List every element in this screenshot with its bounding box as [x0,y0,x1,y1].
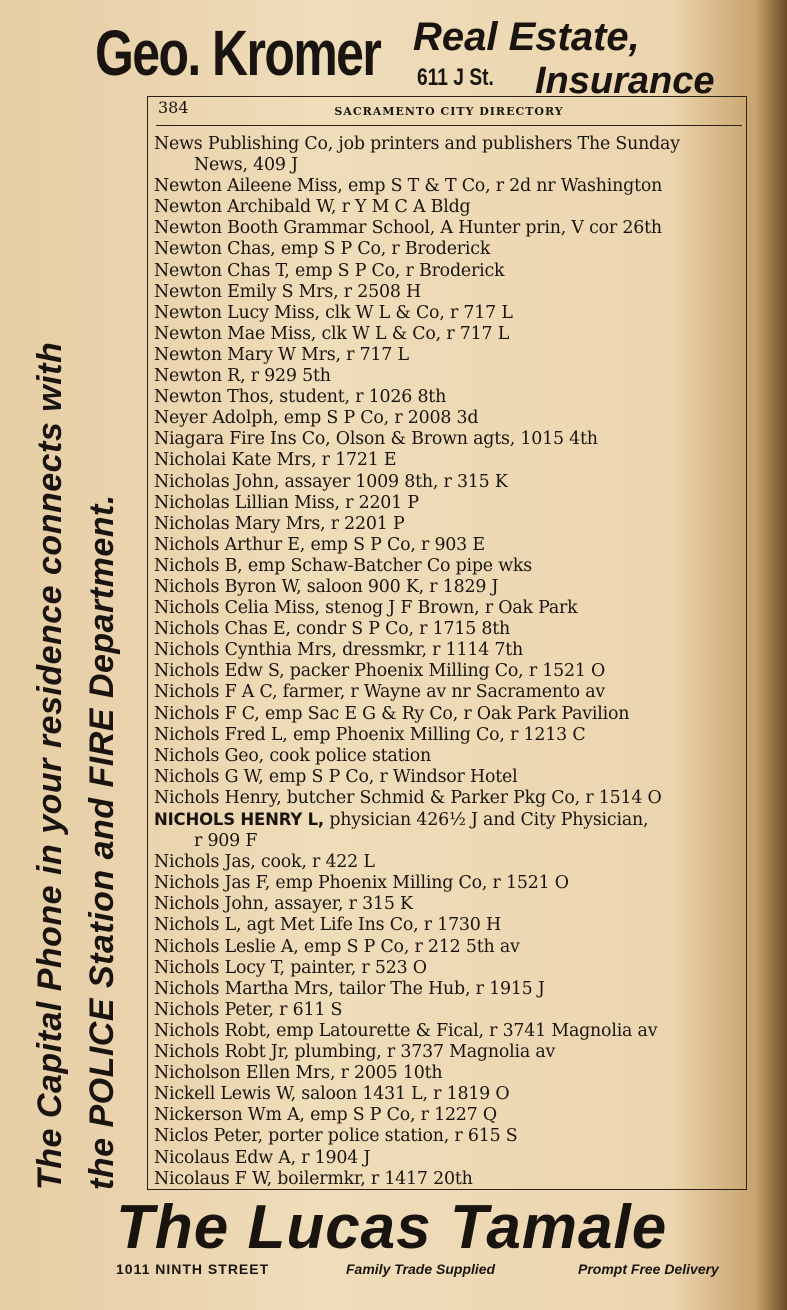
entry-text: Newton Lucy Miss, clk W L & Co, r 717 L [154,302,513,323]
entry-bold-name: NICHOLS HENRY L, [154,810,325,829]
directory-entry [154,809,746,852]
directory-header [156,99,742,126]
directory-entry [154,408,746,429]
entry-text: Nickerson Wm A, emp S P Co, r 1227 Q [154,1105,497,1126]
directory-entry [154,979,746,1000]
directory-entry [154,535,746,556]
entry-text: Nicholson Ellen Mrs, r 2005 10th [154,1063,443,1084]
directory-entry [154,767,746,788]
side-ad-line-1: The Capital Phone in your residence connects with [31,341,69,1190]
lucas-tagline-delivery: Prompt Free Delivery [578,1261,719,1277]
entry-text: Nichols Robt, emp Latourette & Fical, r 3741 Magnolia av [154,1020,658,1041]
entry-text: News Publishing Co, job printers and publishers The Sunday [154,134,680,154]
entry-text: Newton Mary W Mrs, r 717 L [154,344,409,365]
directory-entry [154,282,746,303]
entry-text: Nichols Locy T, painter, r 523 O [154,957,427,978]
directory-entry [154,1042,746,1063]
directory-entry [154,915,746,936]
directory-entry [154,661,746,682]
entry-text: Nichols Leslie A, emp S P Co, r 212 5th av [154,936,520,957]
directory-entry [154,176,746,197]
entry-text: Nichols L, agt Met Life Ins Co, r 1730 H [154,915,501,936]
directory-entry [154,640,746,661]
entry-text: Newton Chas, emp S P Co, r Broderick [154,239,491,260]
lucas-tagline-family: Family Trade Supplied [346,1261,496,1277]
directory-entry [154,725,746,746]
kromer-advertisement [95,8,755,102]
entry-text: Nichols G W, emp S P Co, r Windsor Hotel [154,766,518,787]
entry-text: Nichols Fred L, emp Phoenix Milling Co, r 1213 C [154,724,586,745]
directory-entry [154,1021,746,1042]
directory-entry [154,704,746,725]
entry-text: Newton Mae Miss, clk W L & Co, r 717 L [154,323,510,344]
entry-text: Nichols F A C, farmer, r Wayne av nr Sacramento av [154,682,606,703]
directory-entry [154,556,746,577]
directory-entry [154,514,746,535]
directory-entry [154,937,746,958]
directory-entry [154,1063,746,1084]
entry-text: Nichols F C, emp Sac E G & Ry Co, r Oak Park Pavilion [154,703,630,724]
directory-entry [154,682,746,703]
entry-text: Newton Chas T, emp S P Co, r Broderick [154,260,505,281]
directory-entry [154,577,746,598]
directory-entry [154,894,746,915]
directory-entry [154,366,746,387]
entry-text: Nichols Henry, butcher Schmid & Parker Pkg Co, r 1514 O [154,787,662,808]
entry-text: Nichols Chas E, condr S P Co, r 1715 8th [154,619,511,640]
entry-text: physician 426½ J and City Physician, [324,810,649,830]
entry-text: Niclos Peter, porter police station, r 615 S [154,1126,518,1147]
entry-text: Newton R, r 929 5th [154,366,331,387]
directory-entry [154,1000,746,1021]
directory-entry [154,1084,746,1105]
entry-text: Nicolaus Edw A, r 1904 J [154,1147,371,1168]
directory-entry [154,197,746,218]
entry-text: Niagara Fire Ins Co, Olson & Brown agts, 1015 4th [154,429,598,450]
directory-entry [154,134,746,176]
directory-entry [154,472,746,493]
lucas-address: 1011 NINTH STREET [116,1261,270,1277]
entry-text: Newton Archibald W, r Y M C A Bldg [154,197,471,218]
directory-entry [154,387,746,408]
entry-text: Nichols Jas F, emp Phoenix Milling Co, r 1521 O [154,873,569,894]
entry-text: Nichols Robt Jr, plumbing, r 3737 Magnolia av [154,1042,556,1063]
directory-entry [154,619,746,640]
directory-entry [154,1105,746,1126]
directory-entry [154,598,746,619]
kromer-address: 611 J St. [417,64,494,91]
entry-text: Nichols Peter, r 611 S [154,999,343,1020]
kromer-real-estate: Real Estate, [413,15,640,59]
entry-text: Newton Booth Grammar School, A Hunter prin, V cor 26th [154,218,662,239]
directory-entry [154,261,746,282]
entry-text: Nicholas John, assayer 1009 8th, r 315 K [154,471,508,492]
directory-entry [154,958,746,979]
directory-entry [154,852,746,873]
entry-text: Nicolaus F W, boilermkr, r 1417 20th [154,1168,473,1189]
entry-text: Newton Emily S Mrs, r 2508 H [154,281,421,302]
entry-text: Nichols Cynthia Mrs, dressmkr, r 1114 7th [154,640,524,661]
entry-text: Nichols Jas, cook, r 422 L [154,852,375,873]
directory-entry [154,1169,746,1190]
page-number: 384 [158,98,189,117]
entry-text: Nicholai Kate Mrs, r 1721 E [154,450,397,471]
entry-text: Newton Aileene Miss, emp S T & T Co, r 2d nr Washington [154,176,663,197]
entry-text: Nicholas Lillian Miss, r 2201 P [154,492,419,513]
directory-entry [154,218,746,239]
entry-text: Nickell Lewis W, saloon 1431 L, r 1819 O [154,1084,510,1105]
directory-frame [147,96,747,1190]
entry-text: Nichols Edw S, packer Phoenix Milling Co, r 1521 O [154,661,606,682]
kromer-insurance: Insurance [535,60,715,102]
directory-entry [154,345,746,366]
entry-continuation: r 909 F [194,831,258,852]
directory-entry [154,788,746,809]
directory-entry [154,1126,746,1147]
directory-entry [154,450,746,471]
entry-text: Neyer Adolph, emp S P Co, r 2008 3d [154,408,479,429]
entry-text: Nichols Geo, cook police station [154,745,432,766]
directory-entry [154,303,746,324]
entry-text: Nichols Martha Mrs, tailor The Hub, r 1915 J [154,978,545,999]
directory-entries [154,134,746,1190]
directory-entry [154,493,746,514]
entry-text: Nichols Byron W, saloon 900 K, r 1829 J [154,576,499,597]
entry-text: Nichols John, assayer, r 315 K [154,894,413,915]
capital-phone-advertisement [8,96,146,1196]
directory-title: SACRAMENTO CITY DIRECTORY [334,105,564,118]
entry-continuation: News, 409 J [194,155,298,176]
entry-text: Nichols Celia Miss, stenog J F Brown, r Oak Park [154,598,578,619]
side-ad-line-2: the POLICE Station and FIRE Department. [83,494,121,1190]
entry-text: Nichols B, emp Schaw-Batcher Co pipe wks [154,555,532,576]
directory-entry [154,429,746,450]
kromer-name: Geo. Kromer [95,17,381,89]
directory-entry [154,239,746,260]
entry-text: Nichols Arthur E, emp S P Co, r 903 E [154,534,485,555]
directory-entry [154,324,746,345]
directory-entry [154,746,746,767]
lucas-tamale-advertisement [110,1195,770,1305]
directory-entry [154,873,746,894]
entry-text: Nicholas Mary Mrs, r 2201 P [154,513,405,534]
directory-entry [154,1148,746,1169]
lucas-tamale-name: The Lucas Tamale [116,1193,668,1262]
entry-text: Newton Thos, student, r 1026 8th [154,387,447,408]
